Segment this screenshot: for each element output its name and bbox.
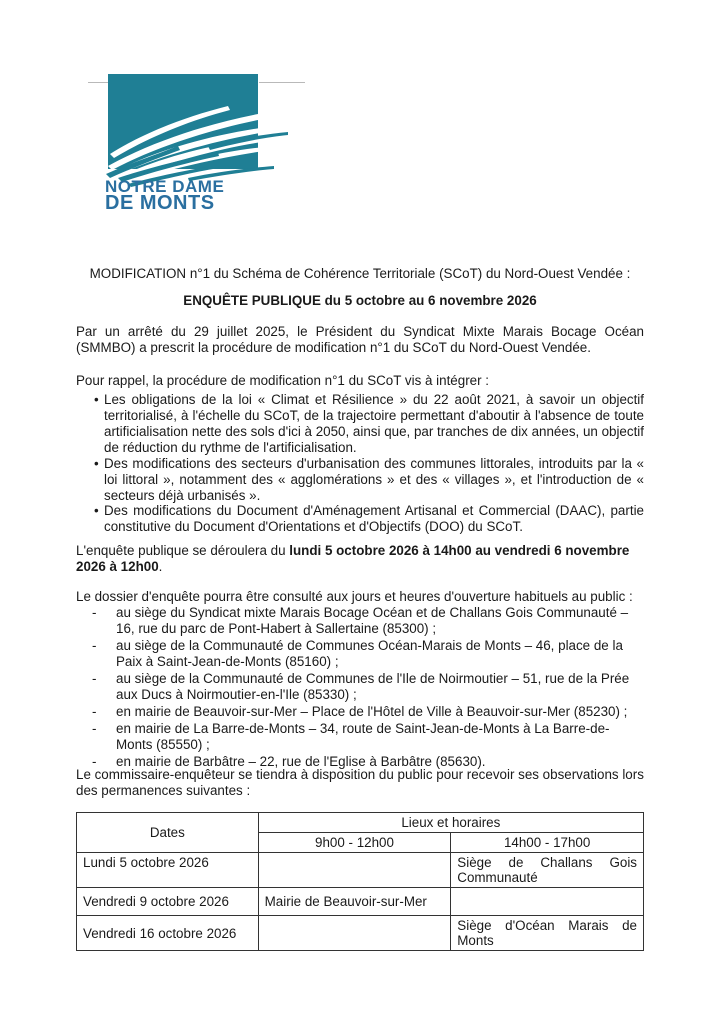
- table-row: [77, 888, 644, 916]
- paragraph-dates-enquete: L'enquête publique se déroulera du lundi 5 octobre 2026 à 14h00 au vendredi 6 novembre 2026 à 12h00.: [76, 543, 630, 574]
- dash-icon: -: [92, 638, 97, 653]
- bullet-list-1: [76, 392, 644, 456]
- list-item: - en mairie de La Barre-de-Monts – 34, route de Saint-Jean-de-Monts à La Barre-de-Monts (85550) ;: [92, 721, 610, 752]
- paragraph-commissaire: Le commissaire-enquêteur se tiendra à disposition du public pour recevoir ses observations lors des permanences suivantes :: [76, 767, 644, 798]
- bullet-icon: •: [94, 503, 99, 518]
- list-item: • Les obligations de la loi « Climat et Résilience » du 22 août 2021, à savoir un objectif territorialisé, à l'échelle du SCoT, de la trajectoire permettant d'aboutir à l'absence de toute artificialisation nette des sols d'ici à 2050, ainsi que, par tranches de dix années, un objectif de réduction du rythme de l'artificialisation.: [94, 392, 644, 455]
- list-item: - en mairie de Barbâtre – 22, rue de l'Eglise à Barbâtre (85630).: [92, 754, 486, 769]
- table-header-dates: Dates: [77, 813, 259, 853]
- dash-icon: -: [92, 721, 97, 736]
- logo-text-line2: DE MONTS: [105, 192, 215, 214]
- list-item: - au siège de la Communauté de Communes de l'Ile de Noirmoutier – 51, rue de la Prée aux Ducs à Noirmoutier-en-l'Ile (85330) ;: [92, 671, 630, 702]
- locations-list: [76, 605, 644, 771]
- list-item: - en mairie de Beauvoir-sur-Mer – Place de l'Hôtel de Ville à Beauvoir-sur-Mer (85230) ;: [92, 704, 628, 719]
- table-header-group: Lieux et horaires: [258, 813, 643, 833]
- paragraph-dossier: Le dossier d'enquête pourra être consulté aux jours et heures d'ouverture habituels au public :: [76, 589, 633, 604]
- table-cell-date: Vendredi 9 octobre 2026: [77, 888, 259, 916]
- document-subject: MODIFICATION n°1 du Schéma de Cohérence Territoriale (SCoT) du Nord-Ouest Vendée :: [89, 266, 631, 281]
- list-item: • Des modifications des secteurs d'urbanisation des communes littorales, introduits par la « loi littoral », notamment des « agglomérations » et des « villages », et l'introduction de « secteurs déjà urbanisés ».: [94, 456, 644, 503]
- table-row: [77, 916, 644, 951]
- list-item: • Des modifications du Document d'Aménagement Artisanal et Commercial (DAAC), partie constitutive du Document d'Orientations et d'Objectifs (DOO) du SCoT.: [94, 503, 644, 534]
- document-title: ENQUÊTE PUBLIQUE du 5 octobre au 6 novembre 2026: [183, 293, 537, 308]
- table-cell-morning: [258, 853, 451, 888]
- table-row: [77, 853, 644, 888]
- dash-icon: -: [92, 754, 97, 769]
- table-cell-afternoon: Siège d'Océan Marais de Monts: [451, 916, 644, 951]
- bullet-icon: •: [94, 392, 99, 407]
- list-item: - au siège de la Communauté de Communes Océan-Marais de Monts – 46, place de la Paix à Saint-Jean-de-Monts (85160) ;: [92, 638, 623, 669]
- logo-text-line1: NOTRE DAME: [105, 177, 225, 196]
- table-cell-afternoon: [451, 888, 644, 916]
- paragraph-rappel: Pour rappel, la procédure de modification n°1 du SCoT vis à intégrer :: [76, 373, 490, 388]
- table-header-morning: 9h00 - 12h00: [258, 833, 451, 853]
- dash-icon: -: [92, 671, 97, 686]
- bullet-list-2: [76, 456, 644, 504]
- dash-icon: -: [92, 704, 97, 719]
- permanences-table: [76, 812, 644, 951]
- bullet-list-3: [76, 503, 644, 535]
- dash-icon: -: [92, 605, 97, 620]
- table-header-row: [77, 813, 644, 833]
- table-cell-afternoon: Siège de Challans Gois Communauté: [451, 853, 644, 888]
- list-item: - au siège du Syndicat mixte Marais Bocage Océan et de Challans Gois Communauté – 16, rue du parc de Pont-Habert à Sallertaine (85300) ;: [92, 605, 629, 636]
- table-cell-date: Vendredi 16 octobre 2026: [77, 916, 259, 951]
- table-header-afternoon: 14h00 - 17h00: [451, 833, 644, 853]
- bullet-icon: •: [94, 456, 99, 471]
- table-cell-morning: [258, 916, 451, 951]
- paragraph-arrete: Par un arrêté du 29 juillet 2025, le Président du Syndicat Mixte Marais Bocage Océan (SMMBO) a prescrit la procédure de modification n°1 du SCoT du Nord-Ouest Vendée.: [76, 324, 644, 355]
- table-cell-morning: Mairie de Beauvoir-sur-Mer: [258, 888, 451, 916]
- table-cell-date: Lundi 5 octobre 2026: [77, 853, 259, 888]
